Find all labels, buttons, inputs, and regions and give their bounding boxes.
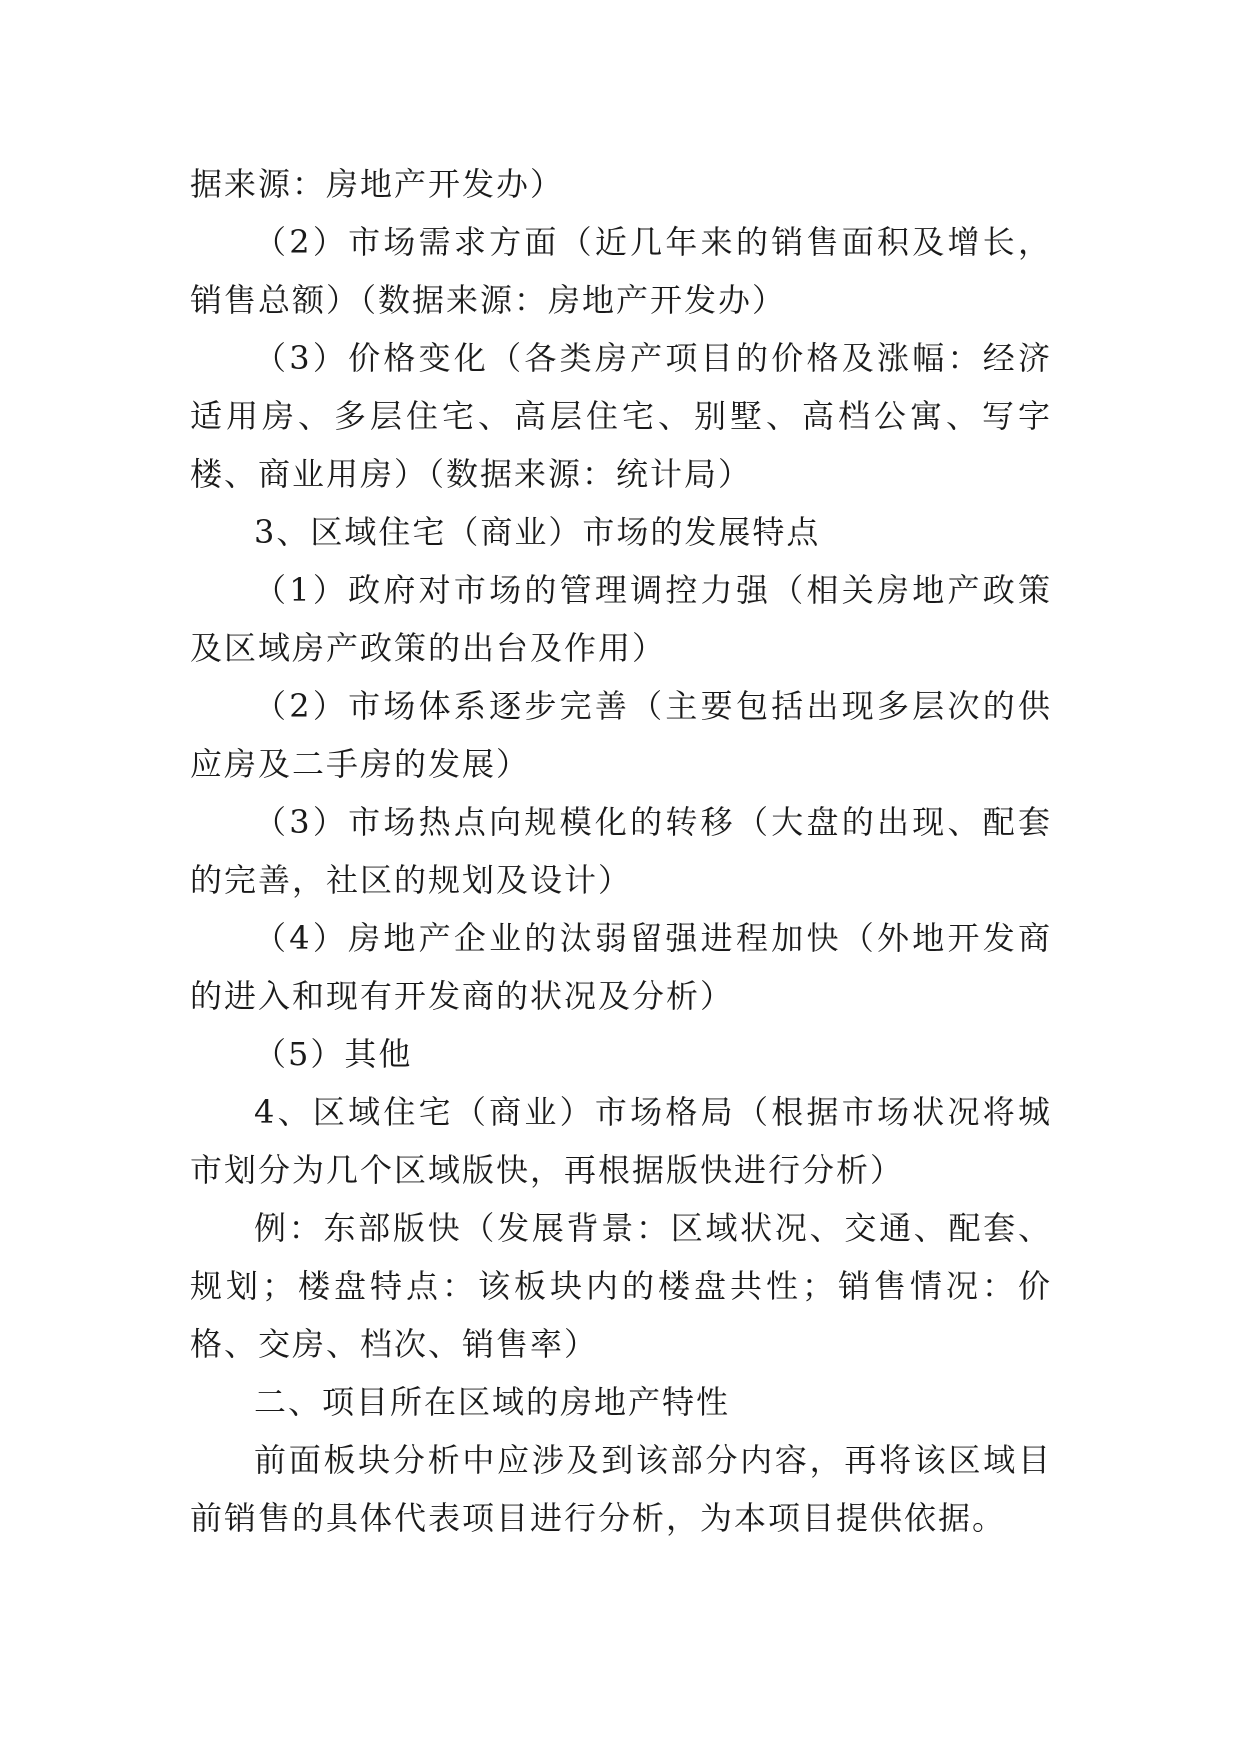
paragraph-enterprise-competition: （4）房地产企业的汰弱留强进程加快（外地开发商的进入和现有开发商的状况及分析） — [190, 919, 1052, 1015]
heading-market-pattern: 4、区域住宅（商业）市场格局（根据市场状况将城市划分为几个区域版快，再根据版快进行分析） — [190, 1093, 1052, 1189]
paragraph-example-east: 例：东部版快（发展背景：区域状况、交通、配套、规划；楼盘特点：该板块内的楼盘共性；销售情况：价格、交房、档次、销售率） — [190, 1209, 1052, 1363]
paragraph-government-control: （1）政府对市场的管理调控力强（相关房地产政策及区域房产政策的出台及作用） — [190, 571, 1052, 667]
paragraph-market-hotspot: （3）市场热点向规模化的转移（大盘的出现、配套的完善，社区的规划及设计） — [190, 803, 1052, 899]
paragraph-other: （5）其他 — [254, 1035, 413, 1073]
heading-development-features: 3、区域住宅（商业）市场的发展特点 — [254, 513, 821, 551]
heading-project-area: 二、项目所在区域的房地产特性 — [254, 1383, 731, 1421]
document-page — [190, 155, 1052, 1547]
paragraph-continuation: 据来源：房地产开发办） — [190, 165, 565, 203]
paragraph-market-demand: （2）市场需求方面（近几年来的销售面积及增长，销售总额）（数据来源：房地产开发办） — [190, 223, 1052, 319]
paragraph-market-system: （2）市场体系逐步完善（主要包括出现多层次的供应房及二手房的发展） — [190, 687, 1052, 783]
paragraph-project-analysis: 前面板块分析中应涉及到该部分内容，再将该区域目前销售的具体代表项目进行分析，为本项目提供依据。 — [190, 1441, 1052, 1537]
paragraph-price-change: （3）价格变化（各类房产项目的价格及涨幅：经济适用房、多层住宅、高层住宅、别墅、高档公寓、写字楼、商业用房）（数据来源：统计局） — [190, 339, 1052, 493]
